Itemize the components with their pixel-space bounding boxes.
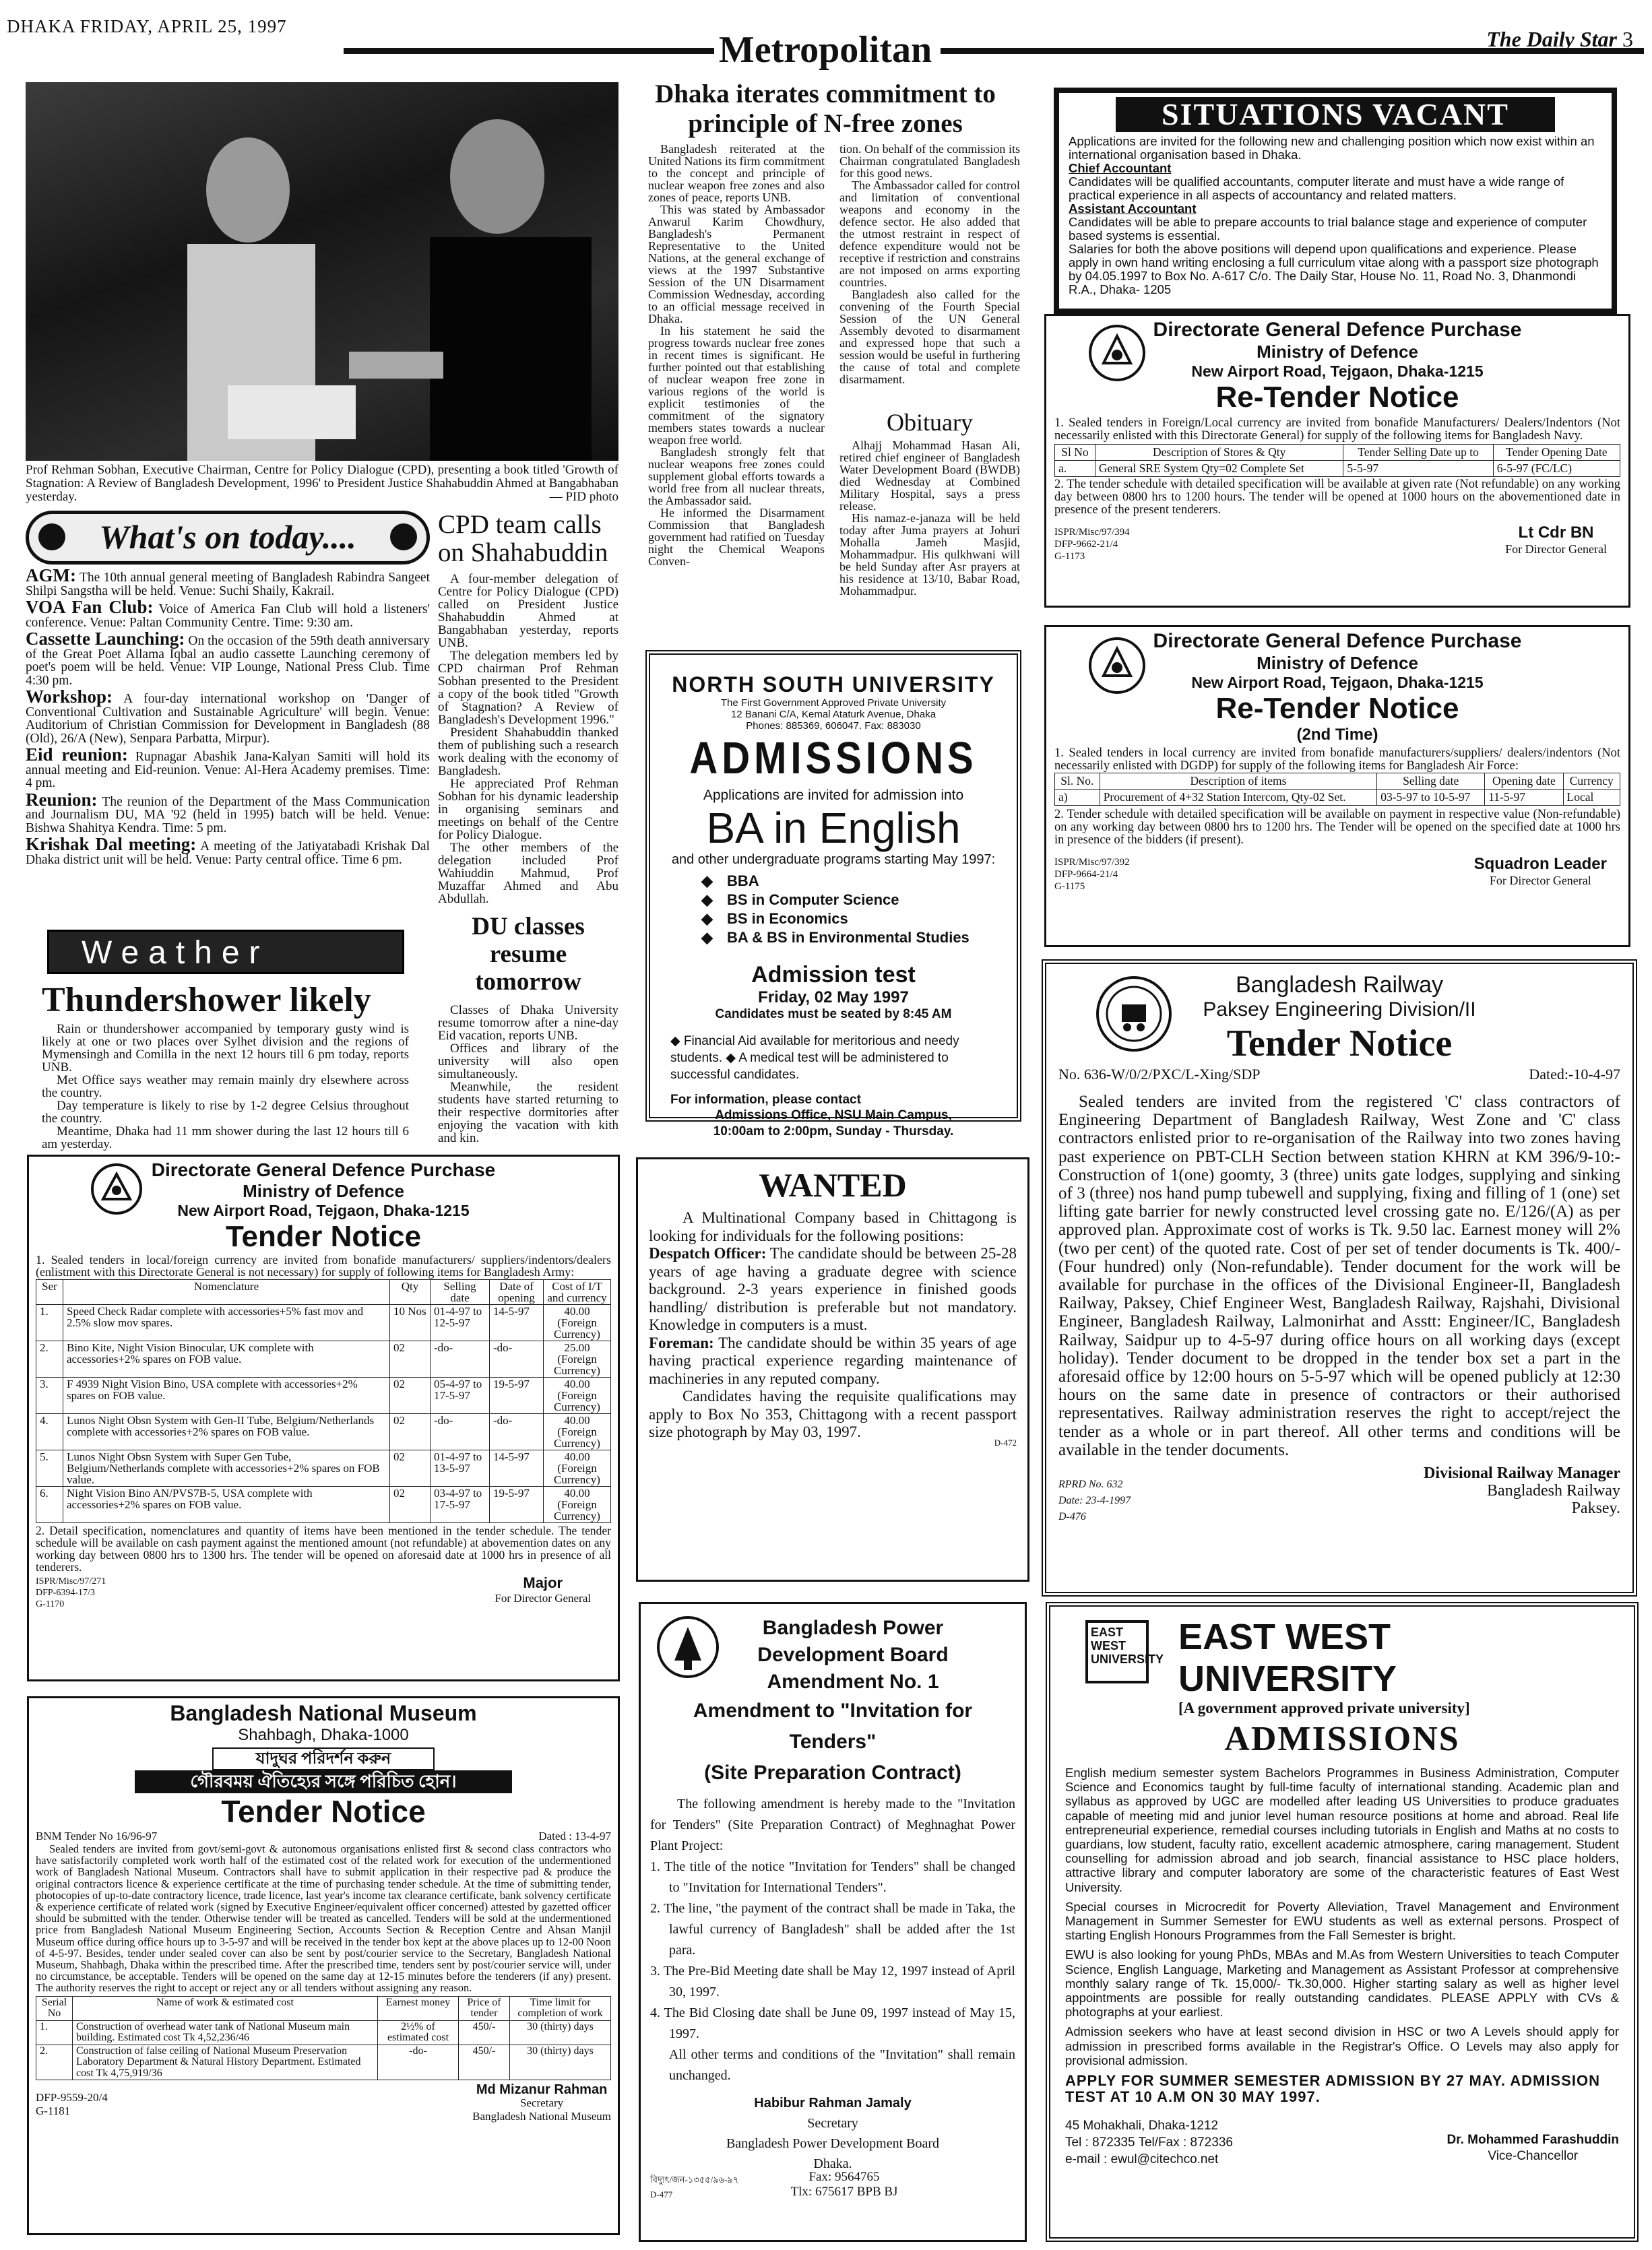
rule-left <box>344 48 714 54</box>
obituary-story: Alhajj Mohammad Hasan Ali, retired chief engineer of Bangladesh Water Development Board (BWDB) died Wednesday at Combined Military Hospital, says a press release. His namaz-e-janaza will be held today after Juma prayers at Johuri Mohalla Jameh Masjid, Mohammadpur. His qulkhwani will be held Sunday after Asr prayers at his residence at 13/10, Babar Road, Mohammadpur. <box>839 439 1020 598</box>
nfree-col1: Bangladesh reiterated at the United Nations its firm commitment to the concept and principle of nuclear weapon free zones and also zones of peace, reports UNB. This was stated by Ambassador Anwarul Karim Chowdhury, Bangladesh's Permanent Representative to the United Nations, at the general exchange of views at the 1997 Substantive Session of the UN Disarmament Commission Wednesday, according to an official message received in Dhaka. In his statement he said the progress towards nuclear free zones in recent times is significant. He further pointed out that establishing of nuclear weapon free zone in various regions of the world is explicit testimonies of the commitment of the signatory members states towards a nuclear weapon free world. Bangladesh strongly felt that nuclear weapons free zones could supplement global efforts towards a world free from all nuclear threats, the Ambassador said. He informed the Disarmament Commission that Bangladesh government had ratified on Tuesday night the Chemical Weapons Conven- <box>648 142 825 568</box>
weather-headline: Thundershower likely <box>42 981 371 1019</box>
cpd-headline: CPD team calls on Shahabuddin <box>438 510 608 567</box>
photo-caption: Prof Rehman Sobhan, Executive Chairman, Centre for Policy Dialogue (CPD), presenting a book titled 'Growth of Stagnation: A Review of Bangladesh Development, 1996' to President Justice Shahabuddin Ahmed at Bangabhaban yesterday. — PID photo <box>26 463 618 504</box>
whats-on-title: What's on today.... <box>99 518 356 556</box>
masthead <box>0 0 1652 71</box>
dgdp-tender-army: Directorate General Defence Purchase Ministry of Defence New Airport Road, Tejgaon, Dhaka-1215 Tender Notice 1. Sealed tenders in local/foreign currency are invited from bonafide manufacturers/ suppliers/indentors/dealers (enlistment with this Directorate General is not necessary) for supply of following items for Bangladesh Army: Ser Nomenclature Qty Selling date Date of opening Cost of I/T and currency 1. Speed Check Radar complete with accessories+5% fast mov and 2.5% slow mov spares. 10 Nos 01-4-97 to 12-5-97 14-5-97 40.00 (Foreign Currency) 2. Bino Kite, Night Vision Binocular, UK complete with accessories+2% spares on FOB value. 02 -do- -do- 25.00 (Foreign Currency) 3. F 4939 Night Vision Bino, USA complete with accessories+2% spares on FOB value. 02 05-4-97 to 17-5-97 19-5-97 40.00 (Foreign Currency) 4. Lunos Night Obsn System with Gen-II Tube, Belgium/Netherlands complete with accessories+2% spares on FOB value. 02 -do- -do- 40.00 (Foreign Currency) 5. Lunos Night Obsn System with Super Gen Tube, Belgium/Netherlands complete with accessories+2% spares on FOB value. 02 01-4-97 to 13-5-97 14-5-97 40.00 (Foreign Currency) 6. Night Vision Bino AN/PVS7B-5, USA complete with accessories+2% spares on FOB value. 02 03-4-97 to 17-5-97 19-5-97 40.00 (Foreign Currency) 2. Detail specification, nomenclatures and quantity of items have been mentioned in the tender schedule. The tender schedule will be available on cash payment against the mentioned amount (not refundable) at abovemention dates on any working day between 0800 hrs to 1300 hrs. The tender will be opened on aforesaid date at 1000 hrs in presence of all tenderers. ISPR/Misc/97/271 DFP-6394-17/3 G-1170 Major For Director General <box>27 1155 620 1681</box>
nsu-admissions: ADMISSIONS <box>689 733 978 783</box>
weather-banner: Weather <box>47 930 404 974</box>
paper-name: The Daily Star <box>1486 27 1617 51</box>
railway-tender: Bangladesh Railway Paksey Engineering Division/II Tender Notice No. 636-W/0/2/PXC/L-Xing/SDP Dated:-10-4-97 Sealed tenders are invited from the registered 'C' class contractors of Engineering Department of Bangladesh Railway, West Zone and 'C' class contractors enlisted prior to re-organisation of the Railway into two zones having past experience on PBT-CLH Section between station KHRN at KM 396/9-10:- Construction of 1(one) goomty, 3 (three) units gate lodges, supplying and sinking of 3 (three) nos hand pump tubewell and supplying, fixing and filling of 1 (one) set lifting gate barrier for newly constructed level crossing gate no. E/126/(A) as per approved plan. Approximate cost of works is Tk. 9.50 lac. Earnest money will 2% (two per cent) of the quoted rate. Cost of per set of tender documents is Tk. 400/- (Four hundred) only (Non-refundable). Tender document for the work will be available for purchase in the offices of the Divisional Engineer-II, Bangladesh Railway, Paksey, Chief Engineer West, Bangladesh Railway, Rajshahi, Divisional Engineer, Bangladesh Railway, Lalmonirhat and Asstt: Engineer/IC, Bangladesh Railway, Saidpur up to 4-5-97 during office hours on all working days (except holiday). Tender document to be dropped in the tender box set a part in the aforesaid office by 12:00 hours on 5-5-97 which will be opened publicly at 12:30 hours on the same date in presence of contractors or their authorised representatives. Railway administration reserves the right to accept/reject the tender as a whole or in part thereof. All other terms and conditions will be available in the tender documents. RPRD No. 632 Date: 23-4-1997 D-476 Divisional Railway Manager Bangladesh Railway Paksey. <box>1042 959 1637 1597</box>
whats-on-list: AGM: The 10th annual general meeting of Bangladesh Rabindra Sangeet Shilpi Sangstha will be held. Venue: Suchi Shaily, Kakrail. VOA Fan Club: Voice of America Fan Club will hold a listeners' conference. Venue: Paltan Community Centre. Time: 9:30 am. Cassette Launching: On the occasion of the 59th death anniversary of the Great Poet Allama Iqbal an audio cassette Launching ceremony of poet's poem will be held. Venue: VIP Lounge, National Press Club. Time 4:30 pm. Workshop: A four-day international workshop on 'Danger of Conventional Cultivation and Sustainable Agriculture' will begin. Venue: Auditorium of Christian Commission for Development in Bangladesh (88 (Old), 26/A (New), Senpara Parbatta, Mirpur). Eid reunion: Rupnagar Abashik Jana-Kalyan Samiti will hold its annual meeting and Eid-reunion. Venue: Al-Hera Academy premises. Time: 4 pm. Reunion: The reunion of the Department of the Mass Communication and Journalism DU, MA '92 (held in 1995) batch will be held. Venue: Bishwa Shahitya Kendra. Time: 5 pm. Krishak Dal meeting: A meeting of the Jatiyatabadi Krishak Dal Dhaka district unit will be held. Venue: Party central office. Time 6 pm. <box>26 565 431 867</box>
page-number: 3 <box>1622 27 1633 51</box>
ewu-logo: EAST WEST UNIVERSITY <box>1085 1620 1149 1683</box>
railway-crest-icon <box>1093 973 1174 1054</box>
situations-vacant-ad: SITUATIONS VACANT Applications are invited for the following new and challenging position which now exist within an international organisation based in Dhaka. Chief Accountant Candidates will be qualified accountants, computer literate and must have a wide range of practical experience in all aspects of accountancy and related matters. Assistant Accountant Candidates will be able to prepare accounts to trial balance stage and experience of computer based systems is essential. Salaries for both the above positions will depend upon qualifications and experience. Please apply in own hand writing enclosing a full curriculum vitae along with a passport size photograph by 04.05.1997 to Box No. A-617 C/o. The Daily Star, House No. 11, Road No. 3, Dhanmondi R.A., Dhaka- 1205 <box>1054 88 1617 314</box>
ewu-ad: EAST WEST UNIVERSITY EAST WEST UNIVERSITY [A government approved private university] ADMISSIONS English medium semester system Bachelors Programmes in Business Administration, Computer Science and Economics taught by full-time faculty of international standing. Academic plan and syllabus as approved by UGC are modelled after leading US Universities to produce graduates capable of meeting mid and junior level human resource positions at home and abroad. Real life entrepreneurial experience, remedial courses including tutorials in English and Maths at no costs to guardians, low student, faculty ratio, excellent academic atmosphere, caring management. Student counselling for admission abroad and job search, financial assistance to HSC place holders, attractive library and computer laboratory are some of the characteristic features of East West University. Special courses in Microcredit for Poverty Alleviation, Travel Management and Environment Management in Summer Semester for EWU students as well as external persons. Prospect of starting English Honours Programmes from the Fall Semester is bright. EWU is also looking for young PhDs, MBAs and M.As from Western Universities to teach Computer Science, English Language, Marketing and Management as Assistant Professor at comprehensive monthly salary range of Tk. 15,000/- Tk.30,000. Higher starting salary as well as higher level appointments are possible for really outstanding candidates. PLEASE APPLY with CVs & photographs at your earliest. Admission seekers who have at least second division in HSC or two A Levels should apply for admission in prescribed forms available in the Registrar's Office. O Levels may also apply for provisional admission. APPLY FOR SUMMER SEMESTER ADMISSION BY 27 MAY. ADMISSION TEST AT 10 A.M ON 30 MAY 1997. 45 Mohakhali, Dhaka-1212 Tel : 872335 Tel/Fax : 872336 e-mail : ewul@citechco.net Dr. Mohammed Farashuddin Vice-Chancellor <box>1046 1602 1639 2242</box>
obituary-headline: Obituary <box>887 409 973 436</box>
dgdp-crest-icon <box>1087 635 1147 696</box>
cpd-story: A four-member delegation of Centre for Policy Dialogue (CPD) called on President Justice Shahabuddin Ahmed at Bangabhaban yesterday, reports UNB. The delegation members led by CPD chairman Prof Rehman Sobhan presented to the President a copy of the book titled "Growth of Stagnation? A Review of Bangladesh's Development 1996." President Shahabuddin thanked them of publishing such a research work dealing with the economy of Bangladesh. He appreciated Prof Rehman Sobhan for his dynamic leadership in organising seminars and meetings on behalf of the Centre for Policy Dialogue. The other members of the delegation included Prof Wahiuddin Mahmud, Prof Muzaffar Ahmed and Abu Abdullah. <box>438 572 618 906</box>
nsu-program-list: ◆ BBA ◆ BS in Computer Science ◆ BS in Economics ◆ BA & BS in Environmental Studies <box>687 872 1017 947</box>
nfree-headline: Dhaka iterates commitment to principle of N-free zones <box>655 79 996 138</box>
dgdp-retender-navy: Directorate General Defence Purchase Ministry of Defence New Airport Road, Tejgaon, Dhaka-1215 Re-Tender Notice 1. Sealed tenders in Foreign/Local currency are invited from bonafide Manufacturers/ Dealers/Indentors (Not necessarily enlisted with this Directorate General) for supply of the following items for Bangladesh Navy. Sl No Description of Stores & Qty Tender Selling Date up to Tender Opening Date a. General SRE System Qty=02 Complete Set 5-5-97 6-5-97 (FC/LC) 2. The tender schedule with detailed specification will be available at given rate (Not refundable) on any working day between 0800 hrs to 1200 hours. The tender will be opened at 1000 hours on the abovementioned date in presence of the present tenderers. ISPR/Misc/97/394 DFP-9662-21/4 G-1173 Lt Cdr BN For Director General <box>1044 314 1630 608</box>
dgdp-retender-airforce: Directorate General Defence Purchase Ministry of Defence New Airport Road, Tejgaon, Dhaka-1215 Re-Tender Notice (2nd Time) 1. Sealed tenders in local currency are invited from bonafide manufacturers/suppliers/ dealers/indentors (Not necessarily enlisted with DGDP) for supply of the following items for Bangladesh Air Force: Sl. No. Description of items Selling date Opening date Currency a) Procurement of 4+32 Station Intercom, Qty-02 Set. 03-5-97 to 10-5-97 11-5-97 Local 2. Tender schedule with detailed specification will be available on payment in respective value (Non-refundable) on any working day between 0800 hrs to 1200 hrs. The Tender will be opened on the specified date at 1000 hrs in presence of the bidders (if present). ISPR/Misc/97/392 DFP-9664-21/4 G-1175 Squadron Leader For Director General <box>1044 625 1630 947</box>
museum-tender: Bangladesh National Museum Shahbagh, Dhaka-1000 যাদুঘর পরিদর্শন করুন গৌরবময় ঐতিহ্যের সঙ্গে পরিচিত হোন। Tender Notice BNM Tender No 16/96-97 Dated : 13-4-97 Sealed tenders are invited from govt/semi-govt & autonomous organisations enlisted first & second class contractors who have satisfactorily completed work worth half of the estimated cost of the related work for execution of the undermentioned work of Bangladesh National Museum. Contractors shall have to submit application in their respective pad & produce the original contractors licence & experience certificate at the time of purchasing tender schedule. At the time of submitting tender, photocopies of up-to-date contractory licence, trade licence, last year's income tax clearance certificate, bank solvency certificate & experience certificate of related work (signed by Executive Engineer/equivalent officer concerned) attested by gazetted officer should be submitted with the tender. Otherwise tender will be treated as cancelled. Tenders will be sold at the undermentioned price from Bangladesh National Museum Engineering Section, Accounts Section & Reception Centre and Ahsan Manjil Museum office during office hours up to 3-5-97 and will be received in the tender box kept at the above places up to 12-00 Noon of 4-5-97. Besides, tender under sealed cover can also be sent by post/courier service to the Secretary, Bangladesh National Museum, Shahbagh, Dhaka within the prescribed time. After the prescribed time, tenders sent by post/courier service will, under no circumstance, be acceptable. Tenders will be opened on the same day at 12-15 minutes before the tenderers (if any) present. The authority reserves the right to accept or reject any or all tenders without assigning any reason. Serial No Name of work & estimated cost Earnest money Price of tender Time limit for completion of work 1. Construction of overhead water tank of National Museum main building. Estimated cost Tk 4,52,236/46 2½% of estimated cost 450/- 30 (thirty) days 2. Construction of false ceiling of National Museum Preservation Laboratory Department & Natural History Department. Estimated cost Tk 4,75,919/36 -do- 450/- 30 (thirty) days DFP-9559-20/4 G-1181 Md Mizanur Rahman Secretary Bangladesh National Museum <box>27 1696 620 2235</box>
bpdb-logo-icon <box>654 1613 722 1681</box>
wanted-ad: WANTED A Multinational Company based in Chittagong is looking for individuals for the following positions: Despatch Officer: The candidate should be between 25-28 years of age having a graduate degree with science background. 2-3 years experience in finished goods handling/ distribution is preferable but not mandatory. Knowledge in computers is a must. Foreman: The candidate should be within 35 years of age having practical experience regarding maintenance of machineries in any reputed company. Candidates having the requisite qualifications may apply to Box No 353, Chittagong with a recent passport size photograph by May 03, 1997. D-472 <box>636 1157 1029 1582</box>
dgdp-crest-icon <box>1087 323 1147 383</box>
dateline: DHAKA FRIDAY, APRIL 25, 1997 <box>7 16 287 36</box>
photo-figures <box>26 82 618 461</box>
dgdp1-table: Sl No Description of Stores & Qty Tender Selling Date up to Tender Opening Date a. General SRE System Qty=02 Complete Set 5-5-97 6-5-97 (FC/LC) <box>1054 444 1620 477</box>
bpdb-amendment: Bangladesh Power Development Board Amendment No. 1 Amendment to "Invitation for Tenders" (Site Preparation Contract) The following amendment is hereby made to the "Invitation for Tenders" (Site Preparation Contract) of Meghnaghat Power Plant Project: 1. The title of the notice "Invitation for Tenders" shall be changed to "Invitation for International Tenders". 2. The line, "the payment of the contract shall be made in Taka, the lawful currency of Bangladesh" shall be added after the 1st para. 3. The Pre-Bid Meeting date shall be May 12, 1997 instead of April 30, 1997. 4. The Bid Closing date shall be June 09, 1997 instead of May 15, 1997. All other terms and conditions of the "Invitation" shall remain unchanged. Habibur Rahman Jamaly Secretary Bangladesh Power Development Board Dhaka. বিদ্যুৎ/জন-১৩৫৫/৯৬-৯৭ D-477 Fax: 9564765 Tlx: 675617 BPB BJ <box>639 1602 1027 2242</box>
du-story: Classes of Dhaka University resume tomorrow after a nine-day Eid vacation, reports UNB. Offices and library of the university will also open simultaneously. Meanwhile, the resident students have started returning to their respective dormitories after enjoying the vacation with kith and kin. <box>438 1003 618 1145</box>
dgdp2-table: Sl. No. Description of items Selling date Opening date Currency a) Procurement of 4+32 Station Intercom, Qty-02 Set. 03-5-97 to 10-5-97 11-5-97 Local <box>1054 773 1620 806</box>
news-photo <box>26 82 618 461</box>
du-headline: DU classes resume tomorrow <box>472 913 585 996</box>
dgdp-crest-icon <box>90 1162 144 1216</box>
section-title: Metropolitan <box>718 29 932 71</box>
nsu-ad: NORTH SOUTH UNIVERSITY The First Government Approved Private University 12 Banani C/A, Kemal Ataturk Avenue, Dhaka Phones: 885369, 606047. Fax: 883030 ADMISSIONS Applications are invited for admission into BA in English and other undergraduate programs starting May 1997: ◆ BBA ◆ BS in Computer Science ◆ BS in Economics ◆ BA & BS in Environmental Studies Admission test Friday, 02 May 1997 Candidates must be seated by 8:45 AM ◆ Financial Aid available for meritorious and needy students. ◆ A medical test will be administered to successful candidates. For information, please contact Admissions Office, NSU Main Campus, 10:00am to 2:00pm, Sunday - Thursday. <box>645 650 1021 1122</box>
museum-table: Serial No Name of work & estimated cost Earnest money Price of tender Time limit for completion of work 1. Construction of overhead water tank of National Museum main building. Estimated cost Tk 4,52,236/46 2½% of estimated cost 450/- 30 (thirty) days 2. Construction of false ceiling of National Museum Preservation Laboratory Department & Natural History Department. Estimated cost Tk 4,75,919/36 -do- 450/- 30 (thirty) days <box>36 1996 611 2081</box>
whats-on-banner <box>26 511 430 565</box>
nsu-program: BA in English <box>706 804 961 852</box>
nfree-col2: tion. On behalf of the commission its Chairman congratulated Bangladesh for this good news. The Ambassador called for control and limitation of conventional weapons and economy in the defence sector. He also added that the utmost restraint in respect of defence expenditure would not be receptive if restriction and constrains are not imposed on arms exporting countries. Bangladesh also called for the convening of the Fourth Special Session of the UN General Assembly devoted to disarmament and expressed hope that such a session would be useful in furthering the cause of total and complete disarmament. <box>839 142 1020 386</box>
weather-story: Rain or thundershower accompanied by temporary gusty wind is likely at one or two places over Sylhet division and the regions of Mymensingh and Comilla in the next 12 hours till 6 pm today, reports UNB. Met Office says weather may remain mainly dry elsewhere across the country. Day temperature is likely to rise by 1-2 degree Celsius throughout the country. Meantime, Dhaka had 11 mm shower during the last 12 hours till 6 am yesterday. <box>42 1022 409 1151</box>
dgdp3-table: Ser Nomenclature Qty Selling date Date of opening Cost of I/T and currency 1. Speed Check Radar complete with accessories+5% fast mov and 2.5% slow mov spares. 10 Nos 01-4-97 to 12-5-97 14-5-97 40.00 (Foreign Currency) 2. Bino Kite, Night Vision Binocular, UK complete with accessories+2% spares on FOB value. 02 -do- -do- 25.00 (Foreign Currency) 3. F 4939 Night Vision Bino, USA complete with accessories+2% spares on FOB value. 02 05-4-97 to 17-5-97 19-5-97 40.00 (Foreign Currency) 4. Lunos Night Obsn System with Gen-II Tube, Belgium/Netherlands complete with accessories+2% spares on FOB value. 02 -do- -do- 40.00 (Foreign Currency) 5. Lunos Night Obsn System with Super Gen Tube, Belgium/Netherlands complete with accessories+2% spares on FOB value. 02 01-4-97 to 13-5-97 14-5-97 40.00 (Foreign Currency) 6. Night Vision Bino AN/PVS7B-5, USA complete with accessories+2% spares on FOB value. 02 03-4-97 to 17-5-97 19-5-97 40.00 (Foreign Currency) <box>36 1279 611 1523</box>
